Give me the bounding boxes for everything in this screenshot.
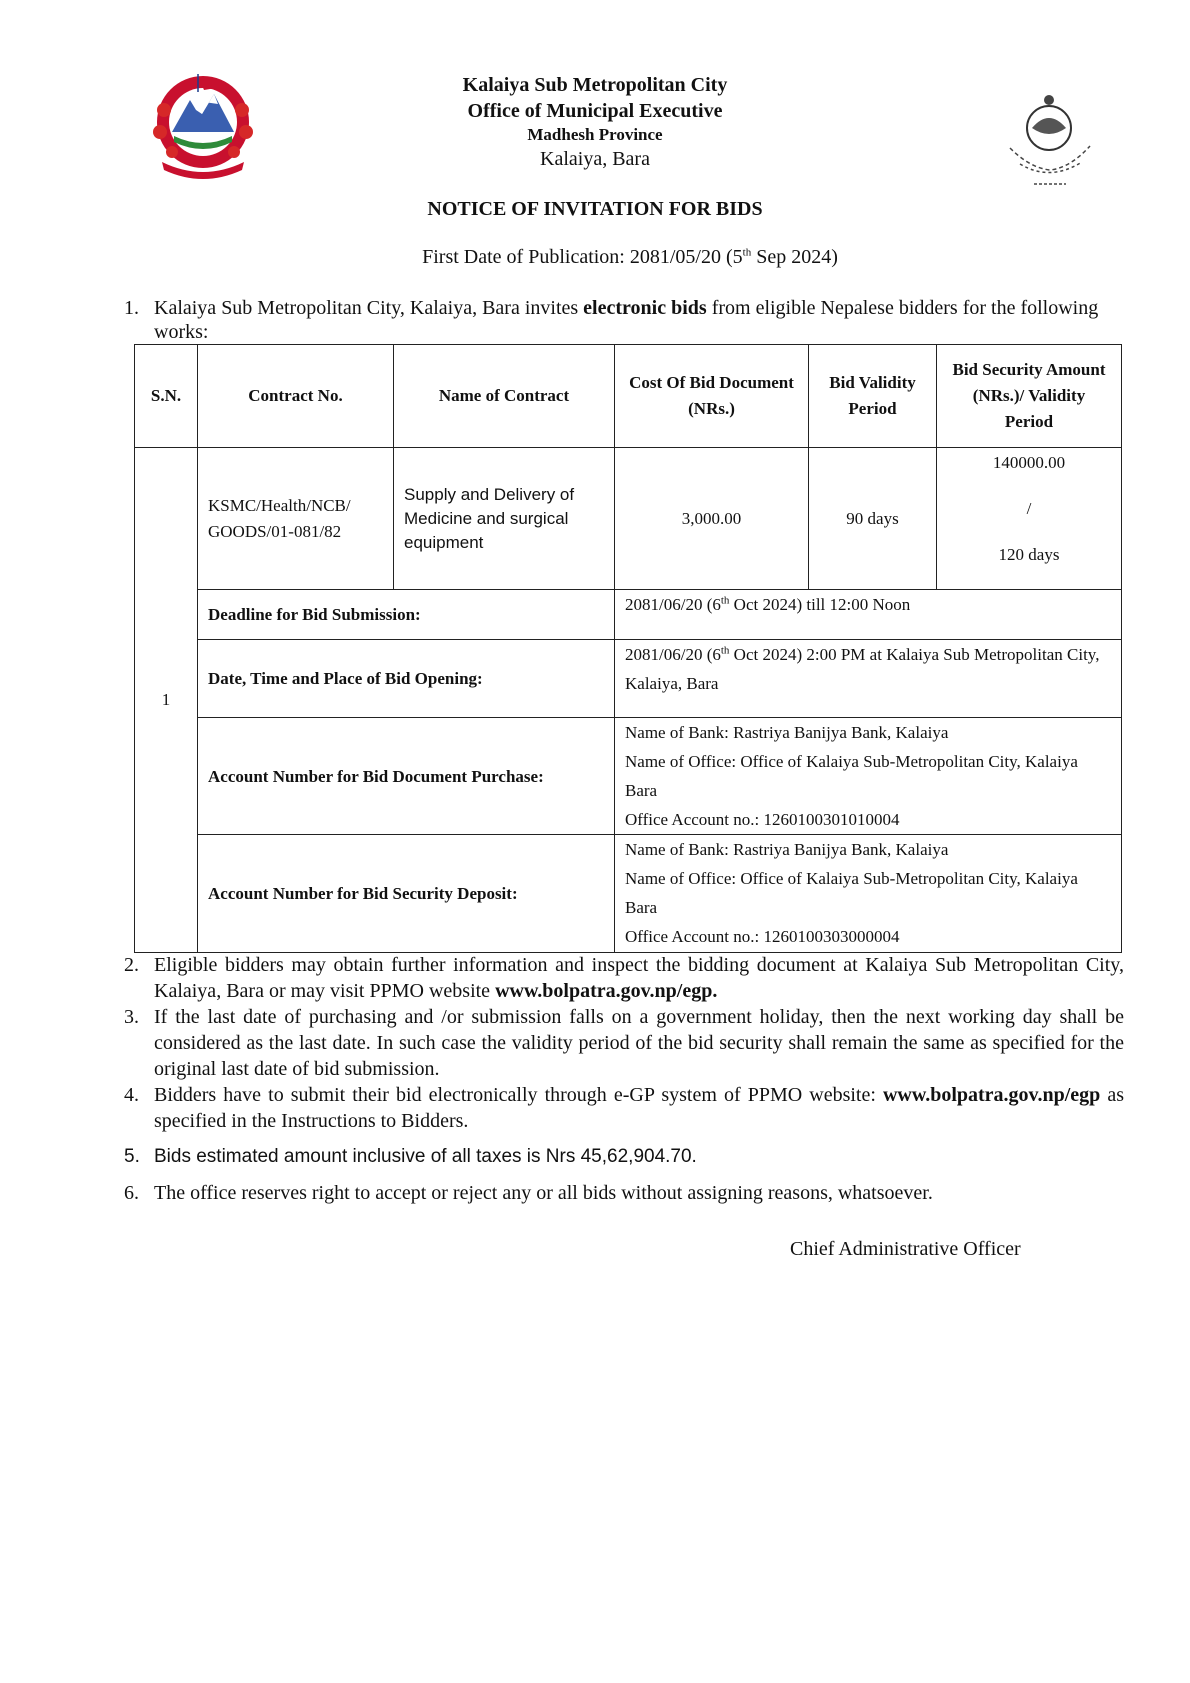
- bids-table: [134, 344, 1122, 953]
- item-number: 2.: [124, 954, 139, 976]
- purchase-bank: Name of Bank: Rastriya Banijya Bank, Kalaiya: [625, 723, 949, 742]
- cell-security: [937, 448, 1122, 590]
- egp-link[interactable]: www.bolpatra.gov.np/egp: [882, 1084, 1101, 1106]
- item-text: If the last date of purchasing and /or submission falls on a government holiday, then the next working day shall be considered as the last date. In such case the validity period of the bid security shall remain the same as specified for the original last date of bid submission.: [154, 1006, 1124, 1080]
- intro-text: Kalaiya Sub Metropolitan City, Kalaiya, Bara invites: [154, 297, 584, 319]
- letterhead: [0, 72, 1190, 172]
- purchase-office: Name of Office: Office of Kalaiya Sub-Metropolitan City, Kalaiya Bara: [625, 752, 1078, 800]
- item-text-after: as specified in the Instructions to Bidders.: [154, 1084, 1124, 1132]
- notice-items: [124, 952, 1124, 1206]
- item-number: 5.: [124, 1146, 140, 1167]
- publication-date-prefix: First Date of Publication: 2081/05/20 (5: [422, 246, 743, 268]
- purchase-account-value: [615, 718, 1122, 835]
- item-number: 1.: [124, 297, 139, 319]
- office-name: Office of Municipal Executive: [467, 100, 723, 122]
- table-header-row: [135, 345, 1122, 448]
- security-amount: 140000.00: [992, 453, 1066, 472]
- security-separator: /: [1026, 499, 1032, 518]
- list-item: [124, 1004, 1124, 1082]
- purchase-account-number: Office Account no.: 1260100301010004: [625, 810, 900, 829]
- intro-text-after: from eligible Nepalese bidders for the following works:: [154, 297, 1099, 343]
- cell-sn: 1: [135, 448, 198, 953]
- header-contract-name: Name of Contract: [394, 345, 615, 448]
- province-name: Madhesh Province: [527, 125, 663, 144]
- ppmo-link[interactable]: www.bolpatra.gov.np/egp.: [495, 980, 718, 1002]
- deadline-time: Oct 2024) till 12:00 Noon: [729, 595, 911, 614]
- header-validity: Bid Validity Period: [809, 345, 937, 448]
- security-bank: Name of Bank: Rastriya Banijya Bank, Kalaiya: [625, 840, 949, 859]
- cell-contract-no: KSMC/Health/NCB/ GOODS/01-081/82: [198, 448, 394, 590]
- signatory-title: Chief Administrative Officer: [790, 1238, 1021, 1260]
- security-period: 120 days: [998, 545, 1060, 564]
- intro-paragraph: [124, 296, 1120, 344]
- item-text: Bids estimated amount inclusive of all taxes is Nrs 45,62,904.70.: [154, 1146, 697, 1167]
- header-security: Bid Security Amount (NRs.)/ Validity Period: [937, 345, 1122, 448]
- deadline-date: 2081/06/20 (6: [625, 595, 721, 614]
- deadline-row: [135, 590, 1122, 640]
- municipality-name: Kalaiya Sub Metropolitan City: [462, 74, 728, 96]
- security-account-label: Account Number for Bid Security Deposit:: [198, 835, 615, 953]
- list-item: [124, 952, 1124, 1004]
- intro-bold: electronic bids: [583, 297, 707, 319]
- header-sn: S.N.: [135, 345, 198, 448]
- security-account-value: [615, 835, 1122, 953]
- opening-value: [615, 640, 1122, 718]
- list-item: [124, 1082, 1124, 1134]
- deadline-label: Deadline for Bid Submission:: [198, 590, 615, 640]
- publication-date: [0, 246, 1190, 269]
- item-number: 3.: [124, 1006, 139, 1028]
- publication-date-sup: th: [742, 246, 752, 259]
- item-text: The office reserves right to accept or reject any or all bids without assigning reasons, whatsoever.: [154, 1182, 933, 1204]
- cell-contract-name: Supply and Delivery of Medicine and surgical equipment: [394, 448, 615, 590]
- list-item: [124, 1144, 1124, 1170]
- item-text: Eligible bidders may obtain further information and inspect the bidding document at Kalaiya Sub Metropolitan City, Kalaiya, Bara or may visit PPMO website: [154, 954, 1124, 1002]
- opening-place: Oct 2024) 2:00 PM at Kalaiya Sub Metropolitan City, Kalaiya, Bara: [625, 645, 1100, 693]
- opening-sup: th: [720, 644, 730, 657]
- item-number: 4.: [124, 1084, 139, 1106]
- notice-title: NOTICE OF INVITATION FOR BIDS: [427, 198, 763, 220]
- location: Kalaiya, Bara: [540, 148, 650, 170]
- table-row: [135, 448, 1122, 590]
- list-item: [124, 1180, 1124, 1206]
- cell-cost: 3,000.00: [615, 448, 809, 590]
- opening-label: Date, Time and Place of Bid Opening:: [198, 640, 615, 718]
- item-text: Bidders have to submit their bid electronically through e-GP system of PPMO website:: [154, 1084, 883, 1106]
- item-number: 6.: [124, 1182, 139, 1204]
- header-contract-no: Contract No.: [198, 345, 394, 448]
- deadline-sup: th: [720, 594, 730, 607]
- header-cost: Cost Of Bid Document (NRs.): [615, 345, 809, 448]
- security-account-number: Office Account no.: 1260100303000004: [625, 927, 900, 946]
- security-account-row: [135, 835, 1122, 953]
- opening-date: 2081/06/20 (6: [625, 645, 721, 664]
- security-office: Name of Office: Office of Kalaiya Sub-Metropolitan City, Kalaiya Bara: [625, 869, 1078, 917]
- purchase-account-label: Account Number for Bid Document Purchase:: [198, 718, 615, 835]
- publication-date-suffix: Sep 2024): [751, 246, 838, 268]
- cell-validity: 90 days: [809, 448, 937, 590]
- purchase-account-row: [135, 718, 1122, 835]
- deadline-value: [615, 590, 1122, 640]
- opening-row: [135, 640, 1122, 718]
